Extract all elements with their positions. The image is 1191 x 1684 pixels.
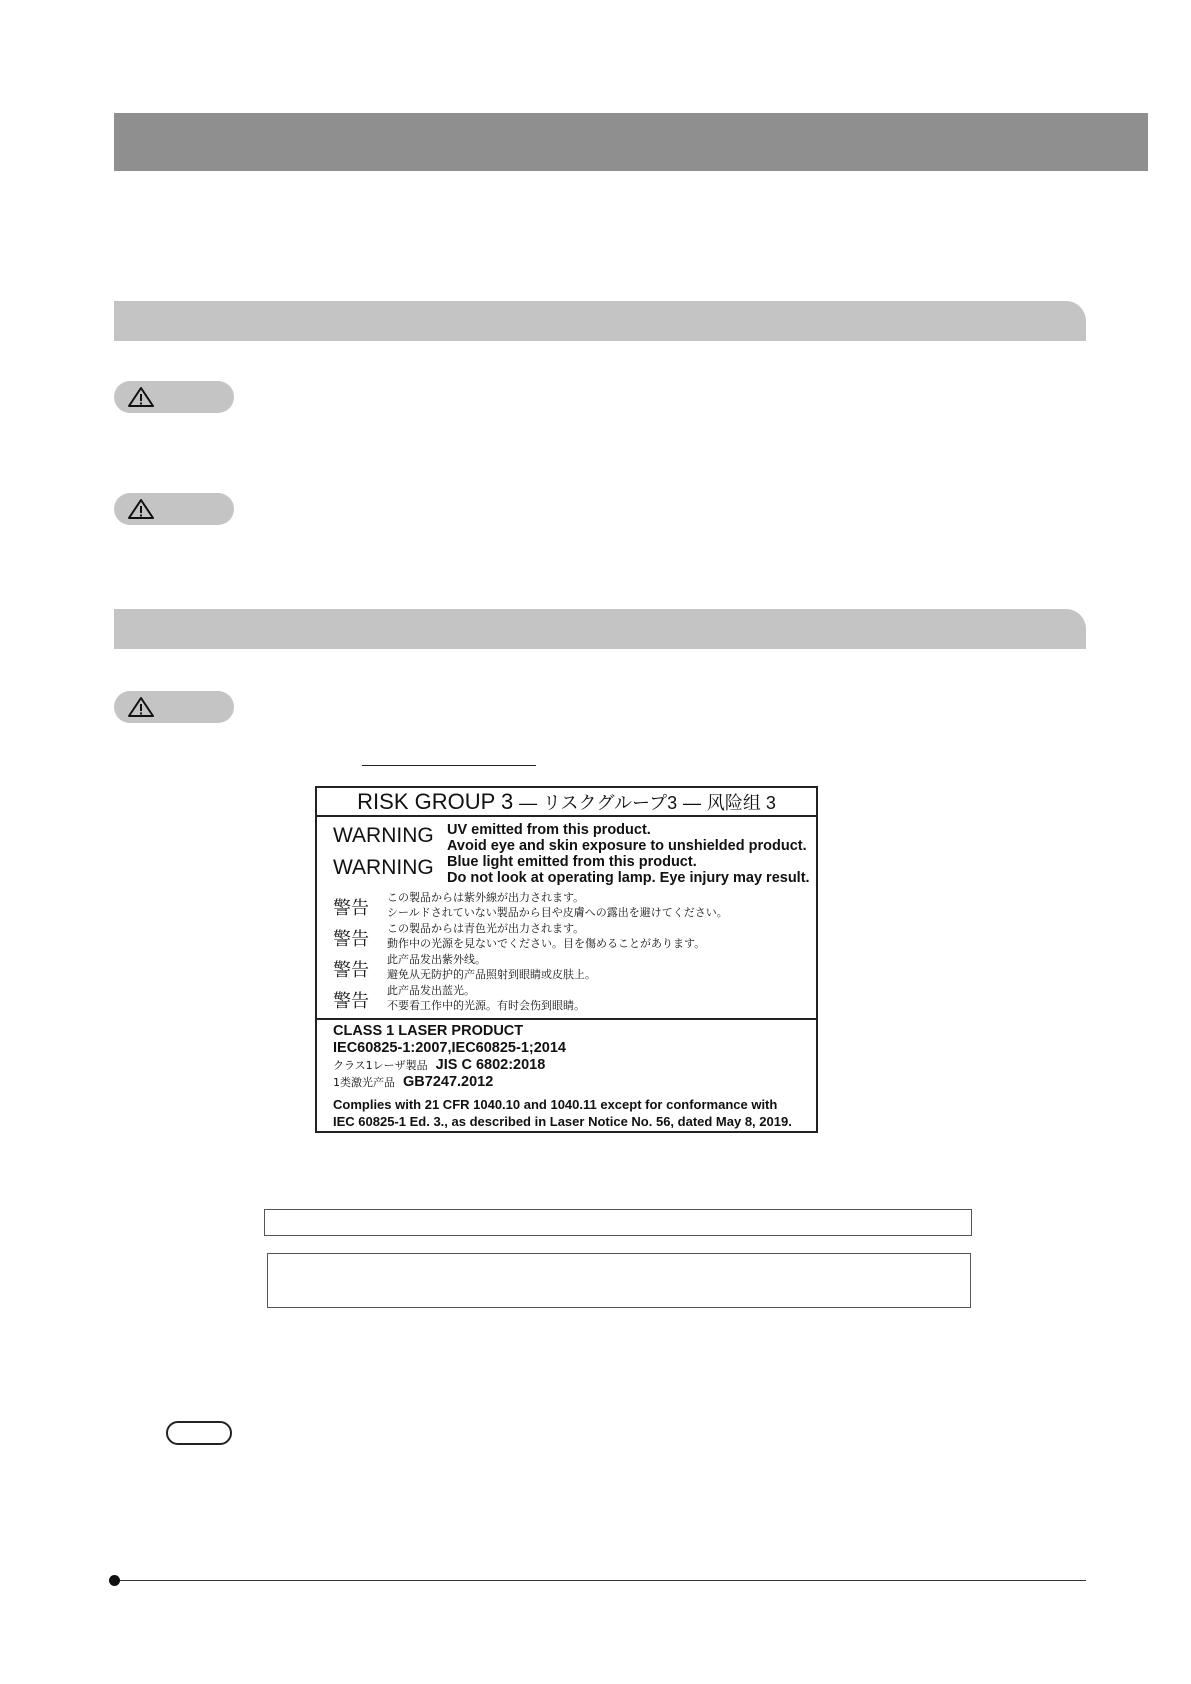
warning-badge	[114, 691, 234, 723]
safety-warning-label	[315, 786, 818, 1133]
cjk-warning-line: この製品からは紫外線が出力されます。	[387, 891, 585, 904]
cjk-warning-line: 不要看工作中的光源。有时会伤到眼睛。	[387, 999, 585, 1012]
laser-gb-standard: GB7247.2012	[403, 1074, 494, 1090]
cjk-warning-line: この製品からは青色光が出力されます。	[387, 922, 585, 935]
label-caption-box	[267, 1253, 971, 1308]
warning-triangle-icon	[127, 386, 155, 408]
laser-cn-prefix: 1类激光产品	[333, 1076, 395, 1089]
warning-title: WARNING	[333, 856, 434, 879]
cjk-warning-line: 動作中の光源を見ないでください。目を傷めることがあります。	[387, 937, 706, 950]
section-header-bar	[114, 301, 1086, 341]
label-caption-box	[264, 1209, 972, 1236]
warning-line: Do not look at operating lamp. Eye injury may result.	[447, 870, 810, 886]
label-header	[317, 788, 816, 817]
underline-rule	[362, 765, 536, 766]
cjk-warning-title: 警告	[333, 929, 369, 950]
compliance-statement	[333, 1096, 792, 1130]
section-header-bar	[114, 609, 1086, 649]
risk-group-title: RISK GROUP 3	[357, 789, 514, 814]
laser-jp-prefix: クラス1レーザ製品	[333, 1059, 428, 1072]
laser-jis-line	[333, 1057, 545, 1073]
risk-group-jp: リスクグループ3	[542, 793, 678, 813]
warning-triangle-icon	[127, 696, 155, 718]
laser-jis-standard: JIS C 6802:2018	[435, 1057, 546, 1073]
warning-line: Blue light emitted from this product.	[447, 854, 697, 870]
cjk-warning-line: 此产品发出紫外线。	[387, 953, 486, 966]
cjk-warning-line: 避免从无防护的产品照射到眼睛或皮肤上。	[387, 968, 596, 981]
laser-gb-line	[333, 1074, 493, 1090]
warning-line: Avoid eye and skin exposure to unshielded product.	[447, 838, 807, 854]
label-divider	[317, 1018, 816, 1020]
note-badge	[166, 1421, 232, 1445]
warning-triangle-icon	[127, 498, 155, 520]
header-dash: —	[519, 793, 538, 813]
footer-rule	[114, 1580, 1086, 1581]
risk-group-cn: 风险组 3	[706, 793, 776, 813]
laser-class: CLASS 1 LASER PRODUCT	[333, 1023, 524, 1039]
cjk-warning-line: シールドされていない製品から目や皮膚への露出を避けてください。	[387, 906, 728, 919]
warning-badge	[114, 381, 234, 413]
footer-dot	[109, 1575, 120, 1586]
cjk-warning-title: 警告	[333, 898, 369, 919]
cjk-warning-title: 警告	[333, 991, 369, 1012]
compliance-line: Complies with 21 CFR 1040.10 and 1040.11 except for conformance with	[333, 1097, 778, 1112]
page-title-bar	[114, 113, 1148, 171]
header-dash: —	[682, 793, 701, 813]
laser-iec-standard: IEC60825-1:2007,IEC60825-1;2014	[333, 1040, 566, 1056]
warning-line: UV emitted from this product.	[447, 822, 651, 838]
compliance-line: IEC 60825-1 Ed. 3., as described in Laser Notice No. 56, dated May 8, 2019.	[333, 1114, 792, 1129]
warning-badge	[114, 493, 234, 525]
cjk-warning-line: 此产品发出蓝光。	[387, 984, 475, 997]
warning-title: WARNING	[333, 824, 434, 847]
cjk-warning-title: 警告	[333, 960, 369, 981]
